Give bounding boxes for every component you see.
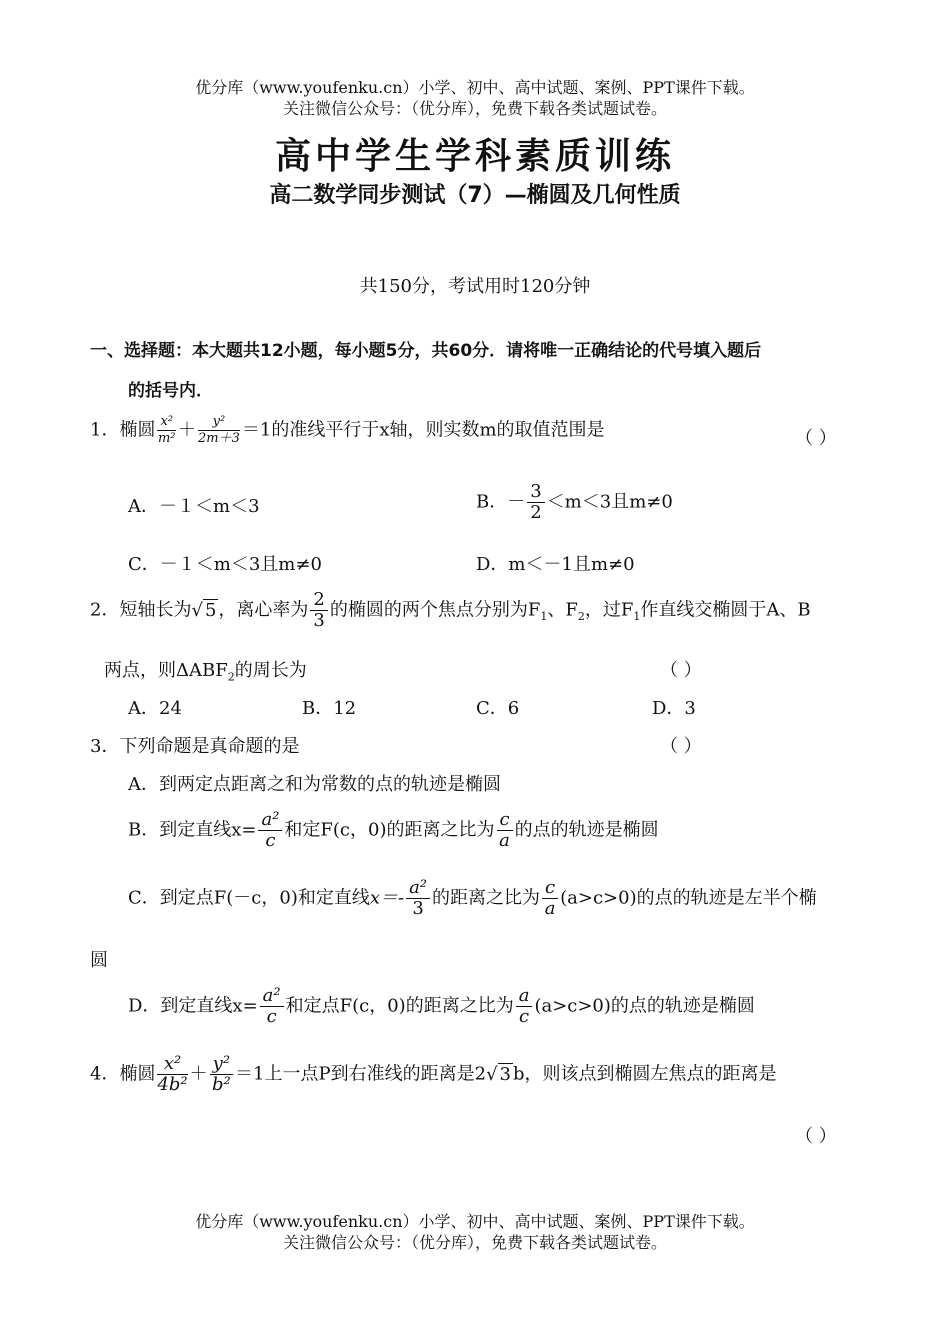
fraction-c-a: $\frac{c}{a}$	[497, 810, 513, 851]
exam-info: 共150分，考试用时120分钟	[359, 276, 591, 297]
q3-option-b[interactable]: B．到定直线x= $\frac{\text{a²}}{c}$ 和定F(c，0)的距离之比为 $\frac{c}{a}$ 的点的轨迹是椭圆	[128, 809, 659, 851]
page-subtitle: 高二数学同步测试（7）—椭圆及几何性质	[269, 183, 681, 208]
watermark-line1: 优分库（www.youfenku.cn）小学、初中、高中试题、案例、PPT课件下载。	[195, 78, 755, 97]
q3-option-c-wrap: 圆	[90, 950, 108, 971]
q1-option-a[interactable]: A．－１＜m＜3	[128, 496, 260, 517]
answer-bracket-2[interactable]: （ ）	[660, 660, 702, 681]
question-2-cont: 两点，则$\Delta ABF_2$的周长为	[104, 660, 307, 684]
fraction-2-3: $\frac{2}{3}$	[310, 590, 327, 631]
section-heading-cont: 的括号内．	[128, 381, 213, 401]
fraction-a2-c: $\frac{\text{a²}}{c}$	[258, 810, 282, 851]
fraction-a-c: $\frac{a}{c}$	[516, 986, 533, 1027]
page-title: 高中学生学科素质训练	[274, 136, 675, 177]
footer-watermark-line1: 优分库（www.youfenku.cn）小学、初中、高中试题、案例、PPT课件下载。	[195, 1212, 755, 1231]
section-heading: 一、选择题：本大题共12小题，每小题5分，共60分．请将唯一正确结论的代号填入题后	[90, 341, 762, 361]
sqrt-3: √ 3	[486, 1063, 511, 1085]
q1-option-d[interactable]: D．m＜－1且m≠0	[476, 554, 635, 575]
answer-bracket-4[interactable]: （ ）	[795, 1126, 837, 1147]
answer-bracket-1[interactable]: （ ）	[795, 428, 837, 449]
answer-bracket-3[interactable]: （ ）	[660, 736, 702, 757]
q3-option-d[interactable]: D．到定直线x= $\frac{\text{a²}}{c}$ 和定点F(c，0)的距离之比为 $\frac{a}{c}$ (a>c>0)的点的轨迹是椭圆	[128, 985, 755, 1027]
q3-option-c[interactable]: C．到定点F(－c，0)和定直线x＝- $\frac{\text{a²}}{3}$ 的距离之比为 $\frac{c}{a}$ (a>c>0)的点的轨迹是左半个椭	[128, 877, 817, 919]
question-1-stem: 1．椭圆 $\frac{\text{x²}}{\text{m²}}$ ＋ $\frac{\text{y²}}{2m+3}$ ＝1的准线平行于x轴，则实数m的取值范围是	[90, 414, 605, 446]
q3-option-a[interactable]: A．到两定点距离之和为常数的点的轨迹是椭圆	[128, 774, 501, 795]
watermark-line2: 关注微信公众号：（优分库），免费下载各类试题试卷。	[282, 99, 667, 118]
footer-watermark-line2: 关注微信公众号：（优分库），免费下载各类试题试卷。	[282, 1233, 667, 1252]
q1-option-b[interactable]: B．－ $\frac{3}{2}$ ＜m＜3且m≠0	[476, 481, 673, 523]
fraction-x2-m2: $\frac{\text{x²}}{\text{m²}}$	[157, 414, 176, 446]
fraction-x2-4b2: $\frac{\text{x²}}{\text{4b²}}$	[157, 1053, 188, 1095]
q2-option-c[interactable]: C．6	[476, 698, 520, 719]
fraction-3-2: $\frac{3}{2}$	[527, 482, 544, 523]
fraction-y2-2m3: $\frac{\text{y²}}{2m+3}$	[198, 414, 240, 446]
question-4-stem: 4．椭圆 $\frac{\text{x²}}{\text{4b²}}$ ＋ $\frac{\text{y²}}{\text{b²}}$ ＝1上一点P到右准线的距离是2√ 3 b，则该点到椭圆左焦点的距离是	[90, 1053, 777, 1095]
sqrt-5: √ 5	[191, 599, 217, 621]
q2-option-a[interactable]: A．24	[128, 698, 182, 719]
fraction-a2-c-2: $\frac{\text{a²}}{c}$	[260, 986, 284, 1027]
q2-option-b[interactable]: B．12	[302, 698, 357, 719]
fraction-y2-b2: $\frac{\text{y²}}{\text{b²}}$	[210, 1054, 233, 1095]
question-2-stem: 2．短轴长为√ 5 ，离心率为 $\frac{2}{3}$ 的椭圆的两个焦点分别为$F_1$、$F_2$，过$F_1$作直线交椭圆于A、B	[90, 589, 811, 631]
fraction-c-a-2: $\frac{c}{a}$	[542, 878, 558, 919]
q1-option-c[interactable]: C．－１＜m＜3且m≠0	[128, 554, 322, 575]
question-3-stem: 3．下列命题是真命题的是	[90, 736, 300, 757]
q2-option-d[interactable]: D．3	[652, 698, 696, 719]
fraction-a2-3: $\frac{\text{a²}}{3}$	[406, 878, 430, 919]
